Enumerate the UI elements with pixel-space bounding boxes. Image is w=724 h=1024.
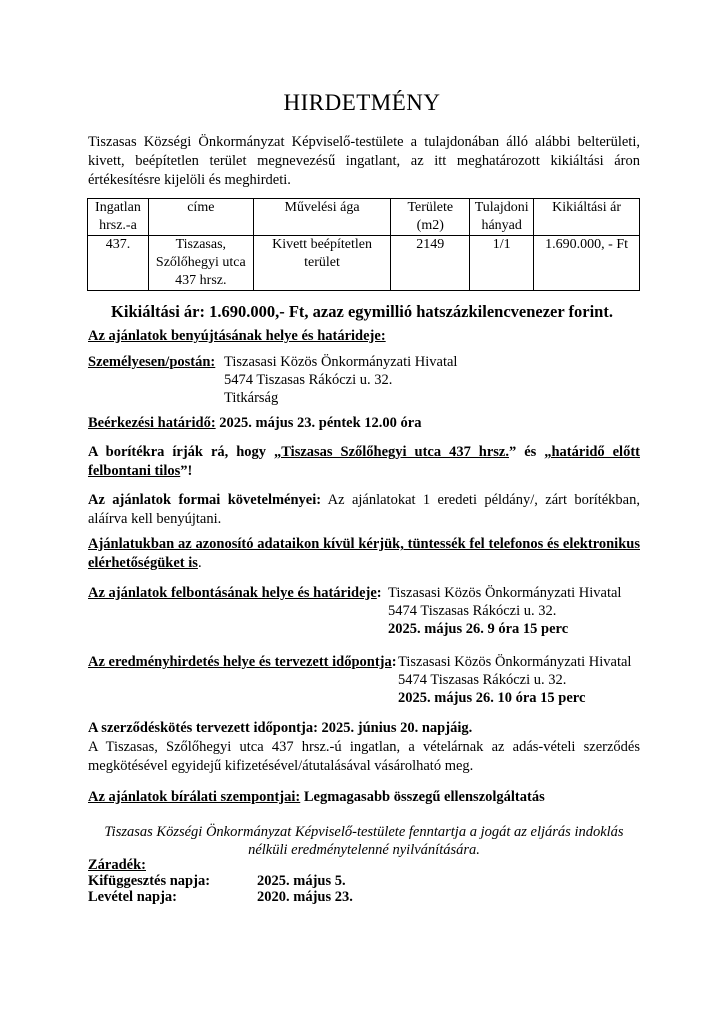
table-header-row: [88, 199, 640, 236]
personal-label: Személyesen/postán:: [88, 354, 216, 370]
contact-request: [88, 535, 640, 573]
criteria-line: [88, 789, 545, 806]
column-header: Területe (m2): [391, 199, 470, 236]
price-line: Kikiáltási ár: 1.690.000,- Ft, azaz egymillió hatszázkilencvenezer forint.: [111, 302, 613, 321]
contract-heading: A szerződéskötés tervezett időpontja: 2025. június 20. napjáig.: [88, 720, 473, 736]
removed-label: Levétel napja:: [88, 889, 177, 905]
contract-text: A Tiszasas, Szőlőhegyi utca 437 hrsz.-ú ingatlan, a vételárnak az adás-vételi szerződés megkötésével egyidejű kifizetésével/átutalásával vásárolható meg.: [88, 739, 640, 774]
clause-label: Záradék:: [88, 857, 146, 873]
opening-datetime: 2025. május 26. 9 óra 15 perc: [388, 621, 569, 637]
formal-text: Az ajánlatokat 1 eredeti példány/, zárt borítékban, aláírva kell benyújtani.: [88, 492, 640, 527]
deadline-line: [88, 415, 421, 432]
opening-line: Tiszasasi Közös Önkormányzati Hivatal: [388, 585, 622, 601]
contact-text: Ajánlatukban az azonosító adataikon kívül kérjük, tüntessék fel telefonos és elektronikus elérhetőségüket is: [88, 536, 640, 571]
result-line: 5474 Tiszasas Rákóczi u. 32.: [398, 672, 567, 688]
envelope-note: [88, 443, 640, 481]
deadline-label: Beérkezési határidő:: [88, 415, 216, 431]
table-row: [88, 236, 640, 291]
column-header: Kikiáltási ár: [534, 199, 640, 236]
intro-paragraph: Tiszasas Községi Önkormányzat Képviselő-testülete a tulajdonában álló alábbi belterületi, kivett, beépítetlen terület megnevezésű ingatlant, az itt meghatározott kikiáltási áron értékesítésre kijelöli és meghirdeti.: [88, 134, 640, 188]
formal-requirements: [88, 491, 640, 529]
column-header: címe: [148, 199, 253, 236]
criteria-value: Legmagasabb összegű ellenszolgáltatás: [300, 789, 545, 805]
opening-colon: :: [376, 585, 382, 601]
submission-heading: Az ajánlatok benyújtásának helye és határideje:: [88, 328, 386, 344]
contact-end: .: [197, 555, 202, 571]
result-heading: [88, 654, 397, 671]
result-colon: :: [391, 654, 397, 670]
envelope-text: ”!: [180, 463, 193, 479]
deadline-value: 2025. május 23. péntek 12.00 óra: [215, 415, 422, 431]
result-datetime: 2025. május 26. 10 óra 15 perc: [398, 690, 586, 706]
result-label: Az eredményhirdetés helye és tervezett időpontja: [88, 654, 392, 670]
opening-line: 5474 Tiszasas Rákóczi u. 32.: [388, 603, 557, 619]
document-title: HIRDETMÉNY: [283, 90, 441, 115]
formal-label: Az ajánlatok formai követelményei:: [88, 492, 322, 508]
table-cell: 1/1: [470, 236, 534, 291]
property-table: [87, 198, 640, 291]
posted-date: 2025. május 5.: [257, 873, 346, 889]
column-header: Művelési ága: [253, 199, 391, 236]
table-cell: 437.: [88, 236, 149, 291]
address-line: Titkárság: [224, 390, 279, 406]
envelope-warning: „határidő előtt felbontani tilos: [88, 444, 640, 479]
opening-label: Az ajánlatok felbontásának helye és határideje: [88, 585, 377, 601]
result-line: Tiszasasi Közös Önkormányzati Hivatal: [398, 654, 632, 670]
envelope-address: „Tiszasas Szőlőhegyi utca 437 hrsz.: [274, 444, 509, 460]
address-line: 5474 Tiszasas Rákóczi u. 32.: [224, 372, 393, 388]
reservation-note: Tiszasas Községi Önkormányzat Képviselő-testülete fenntartja a jogát az eljárás indoklás nélküli eredménytelenné nyilvánítására.: [104, 824, 624, 858]
table-cell: Kivett beépítetlen terület: [253, 236, 391, 291]
column-header: Tulajdoni hányad: [470, 199, 534, 236]
table-cell: Tiszasas, Szőlőhegyi utca 437 hrsz.: [148, 236, 253, 291]
posted-label: Kifüggesztés napja:: [88, 873, 211, 889]
removed-date: 2020. május 23.: [257, 889, 353, 905]
table-cell: 2149: [391, 236, 470, 291]
criteria-label: Az ajánlatok bírálati szempontjai:: [88, 789, 301, 805]
address-line: Tiszasasi Közös Önkormányzati Hivatal: [224, 354, 458, 370]
opening-heading: [88, 585, 382, 602]
table-cell: 1.690.000, - Ft: [534, 236, 640, 291]
envelope-text: ” és: [508, 444, 545, 460]
envelope-text: A borítékra írják rá, hogy: [88, 444, 274, 460]
column-header: Ingatlan hrsz.-a: [88, 199, 149, 236]
